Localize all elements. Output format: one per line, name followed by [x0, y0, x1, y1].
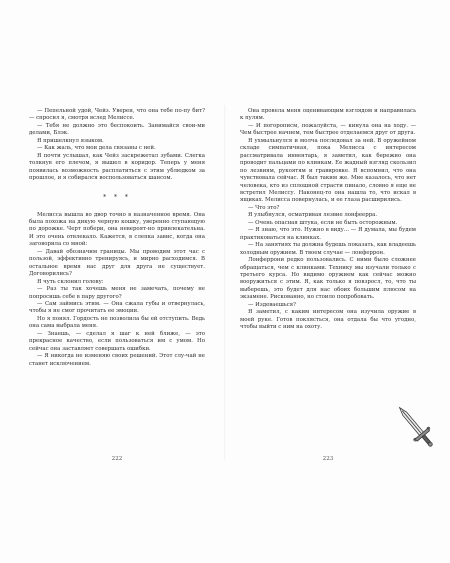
paragraph: — На занятиях ты должна будешь показать, как владеешь холодным оружием. В твоем случае — лонферрон. [240, 242, 416, 256]
left-page-text [29, 108, 205, 368]
paragraph: Но я понял. Гордость не позволила бы ей отступить. Ведь она сама выбрала меня. [29, 315, 205, 330]
page-number: 222 [111, 456, 123, 462]
sword-icon [395, 398, 435, 454]
paragraph: — Я знаю, что это. Нужно в виду... — Я думала, мы будем практиковаться на клинках. [240, 227, 416, 241]
paragraph: — Пепельной удой, Чейз. Уверен, что она тебе по-пу бит? — спросил я, смотря вслед Мелиссе. [29, 108, 205, 122]
paragraph: — Я никогда не изменяю своих решений. Этот слу-чай не станет исключением. [29, 353, 205, 367]
paragraph: Она провела меня оценивающим взглядом и направилась к пулям. [240, 108, 416, 122]
paragraph: Я чуть склонил голову: [37, 278, 104, 285]
paragraph: — Очень опасная штука, если не быть осторожным. [248, 219, 398, 226]
right-page-text [240, 108, 416, 332]
left-page [29, 108, 205, 460]
paragraph: — Раз ты так хочешь меня не замечать, почему не попросишь себе в пару другого? [29, 286, 205, 300]
paragraph: Я ухмыльнулся и молча последовал за ней. В оружейном складе симпатичная, пока Мелисса с интересом рассматривала инвентарь, я заметил, как бережно она проводит пальцами по клинкам. Ее жадный взгляд скользил по лезвиям, рукоятям и гравировке. Я вспомнил, что она чувствовала сейчас. Я был таким же. Мне казалось, что нет человека, кто из сплошной страсти пинало, словно я еще не встретил Мелиссу. Наконец-то она нашла то, что искал в ящиках. Мелисса повернулась, и ее глаза расширились. [240, 137, 416, 204]
section-break: * * * [103, 193, 131, 201]
paragraph: — Тебя не должно это беспокоить. Занимайся свои-ми делами, Блэк. [29, 122, 205, 137]
paragraph: — Что это? [248, 204, 280, 211]
paragraph: Я заметил, с каким интересом она изучила оружие в моей руке. Готов поклясться, она отдала бы что угодно, чтобы выйти с ним на охоту. [240, 309, 416, 331]
paragraph: — Знаешь, — сделал я шаг к ней ближе, — это прекрасное качество, если пользоваться им с умом. Но сейчас она заставляет совершать ошибки. [29, 330, 205, 352]
paragraph: — Издеваешься? [248, 301, 296, 308]
paragraph: Я пришелкнул языком. [37, 137, 104, 144]
paragraph: Лонферрони редко пользовались. С ними было сложнее обращаться, чем с клинками. Технику мы изучали только с третьего курса. Но видимо оружием как сейчас можно вооружиться с этим. Я, как только я повзросл, то, что ты выберешь, это будет для нас обоих большим плюсом на экзамене. Рискованно, но стоило попробовать. [240, 257, 416, 301]
paragraph: — Давай обозначим границы. Мы проводим этот час с пользой, эффективно тренируясь, и мирно расходимся. В остальное время нас друг для друга не существует. Договорились? [29, 248, 205, 278]
right-page [240, 108, 416, 460]
paragraph: Я улыбнулся, осматривая лезвие лонфеерра. [248, 212, 378, 219]
paragraph: Я почти услышал, как Чейз заскрежетал зубами. Слегка толкнув его плечом, я вышел в коридор. Теперь у меня появилась возможность расплатиться с этим ублюдком за прошлое, и я собирался воспользоваться шансом. [29, 152, 205, 182]
paragraph: — Как жаль, что мои дела связаны с ней. [37, 145, 156, 152]
book-gutter [224, 105, 226, 460]
paragraph: Мелисса вышла во двор точно в назначенное время. Она была похожа на дикую черную кошку, уверенно ступающую по дорожке. Черт побери, она невероят-но привлекательна. И это очень отвлекало. Кажется, в слепка завис, когда она заговорила со мной: [29, 211, 205, 248]
paragraph: — Сам займись этим. — Она сжала губы и отвернулась, чтобы я не смог прочитать ее эмоции. [29, 300, 205, 315]
paragraph: — И погорописм, пожалуйста, — кинула она на ходу. — Чем быстрее начнем, тем быстрее отделаемся друг от друга. [240, 122, 416, 137]
page-number: 223 [322, 456, 334, 462]
